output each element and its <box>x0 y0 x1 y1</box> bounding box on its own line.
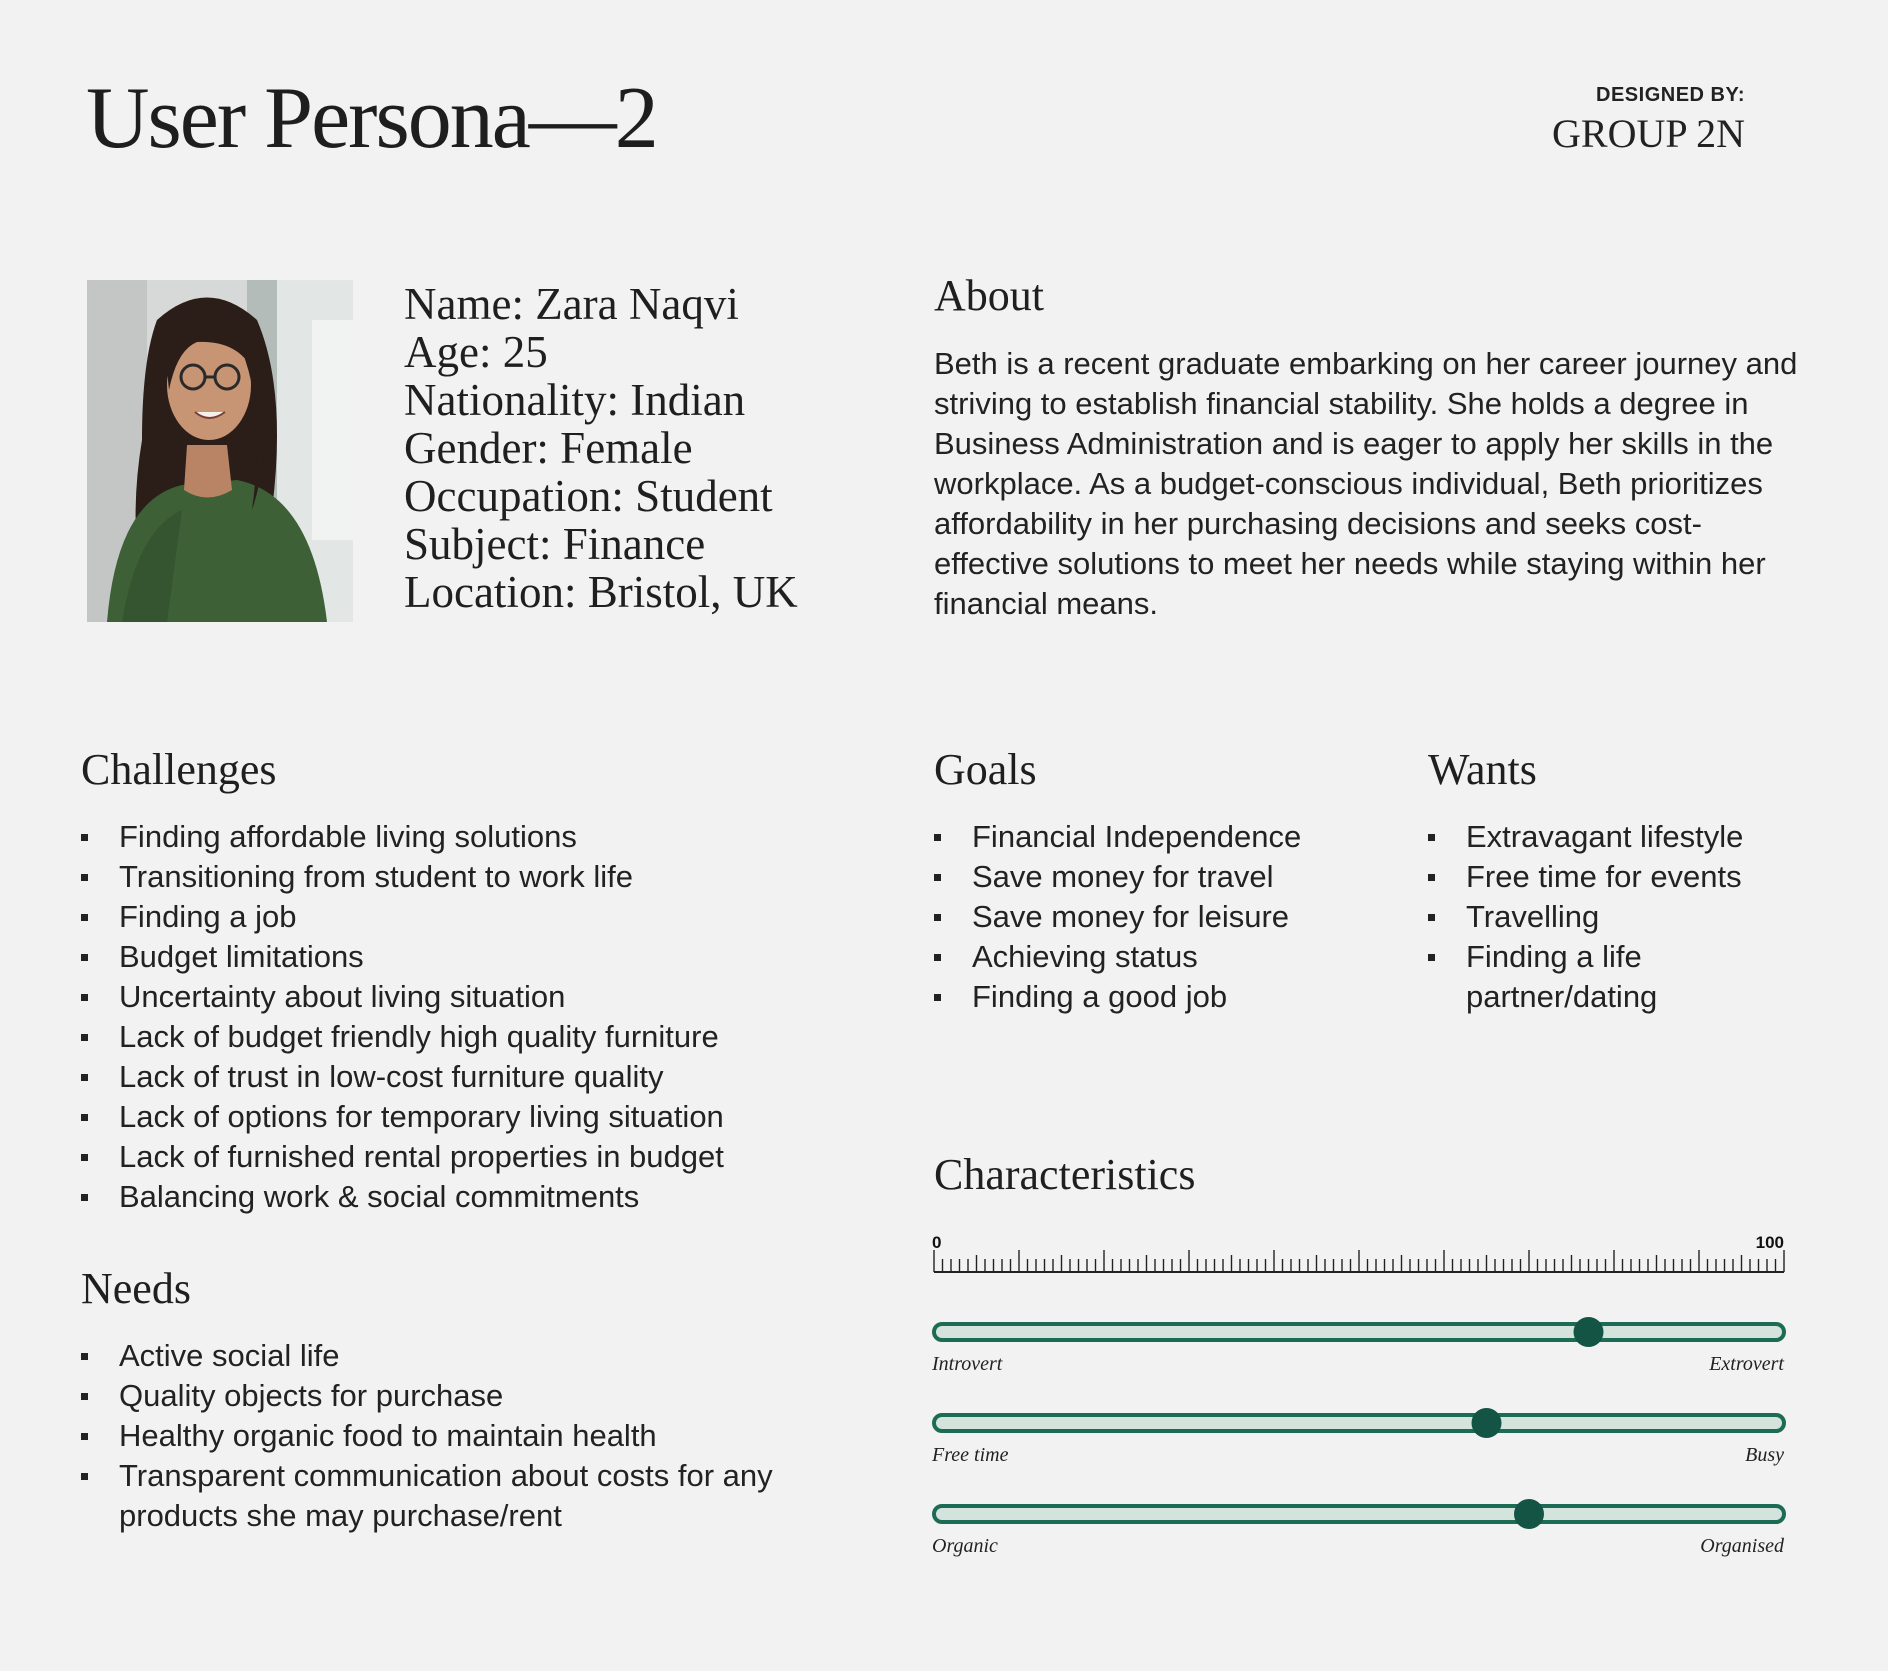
bullet-icon <box>934 874 941 881</box>
list-item-text: Lack of options for temporary living situation <box>119 1099 724 1134</box>
bullet-icon <box>934 954 941 961</box>
list-item <box>934 977 1414 1017</box>
profile-details <box>404 280 798 616</box>
characteristics-svg <box>932 1230 1786 1570</box>
list-item-text: Achieving status <box>972 939 1198 974</box>
list-item <box>934 897 1414 937</box>
list-item <box>1428 857 1828 897</box>
needs-heading: Needs <box>81 1264 191 1313</box>
list-item-text: Transparent communication about costs for any products she may purchase/rent <box>119 1458 773 1533</box>
profile-gender: Gender: Female <box>404 423 693 473</box>
list-item-text: Financial Independence <box>972 819 1302 854</box>
characteristics-chart <box>932 1230 1786 1570</box>
list-item <box>934 857 1414 897</box>
list-item <box>81 937 841 977</box>
bullet-icon <box>1428 834 1435 841</box>
bullet-icon <box>81 834 88 841</box>
bullet-icon <box>81 1034 88 1041</box>
bullet-icon <box>81 1473 88 1480</box>
list-item-text: Extravagant lifestyle <box>1466 819 1744 854</box>
scale-min-label: 0 <box>932 1233 942 1252</box>
challenges-heading: Challenges <box>81 745 277 794</box>
list-item-text: Quality objects for purchase <box>119 1378 504 1413</box>
bullet-icon <box>81 914 88 921</box>
list-item <box>81 1097 841 1137</box>
bullet-icon <box>1428 954 1435 961</box>
list-item-text: Travelling <box>1466 899 1600 934</box>
bullet-icon <box>934 994 941 1001</box>
profile-name: Name: Zara Naqvi <box>404 279 739 329</box>
list-item <box>81 857 841 897</box>
characteristics-heading: Characteristics <box>934 1150 1196 1199</box>
list-item-text: Lack of furnished rental properties in budget <box>119 1139 724 1174</box>
trait-left-label: Free time <box>932 1444 1009 1466</box>
slider-thumb <box>1514 1499 1544 1529</box>
list-item-text: Free time for events <box>1466 859 1742 894</box>
list-item <box>81 977 841 1017</box>
list-item <box>1428 937 1828 1017</box>
list-item <box>934 937 1414 977</box>
list-item <box>81 1177 841 1217</box>
list-item <box>81 1376 801 1416</box>
list-item <box>81 1057 841 1097</box>
needs-list <box>81 1336 801 1536</box>
list-item <box>81 1017 841 1057</box>
slider-track <box>934 1506 1784 1522</box>
list-item-text: Budget limitations <box>119 939 364 974</box>
profile-nationality: Nationality: Indian <box>404 375 746 425</box>
list-item <box>1428 897 1828 937</box>
bullet-icon <box>81 1353 88 1360</box>
list-item <box>81 897 841 937</box>
list-item <box>81 1336 801 1376</box>
bullet-icon <box>1428 914 1435 921</box>
trait-right-label: Extrovert <box>1709 1353 1784 1375</box>
scale-max-label: 100 <box>1755 1233 1784 1252</box>
list-item <box>81 1137 841 1177</box>
bullet-icon <box>1428 874 1435 881</box>
list-item-text: Save money for leisure <box>972 899 1290 934</box>
list-item-text: Balancing work & social commitments <box>119 1179 640 1214</box>
trait-left-label: Organic <box>932 1535 998 1557</box>
trait-right-label: Busy <box>1745 1444 1784 1466</box>
list-item <box>1428 817 1828 857</box>
list-item-text: Save money for travel <box>972 859 1274 894</box>
persona-portrait-image <box>87 280 353 622</box>
list-item-text: Lack of budget friendly high quality furniture <box>119 1019 719 1054</box>
slider-track <box>934 1324 1784 1340</box>
bullet-icon <box>81 874 88 881</box>
wants-list <box>1428 817 1828 1017</box>
bullet-icon <box>81 1114 88 1121</box>
bullet-icon <box>934 834 941 841</box>
goals-heading: Goals <box>934 745 1037 794</box>
bullet-icon <box>81 954 88 961</box>
about-text: Beth is a recent graduate embarking on her career journey and striving to establish financial stability. She holds a degree in Business Administration and is eager to apply her skills in the workplace. As a budget-conscious individual, Beth prioritizes affordability in her purchasing decisions and seeks cost-effective solutions to meet her needs while staying within her financial means. <box>934 346 1798 621</box>
bullet-icon <box>81 1393 88 1400</box>
profile-occupation: Occupation: Student <box>404 471 773 521</box>
slider-thumb <box>1472 1408 1502 1438</box>
list-item-text: Finding a life partner/dating <box>1466 939 1658 1014</box>
slider-track <box>934 1415 1784 1431</box>
designed-by-label: DESIGNED BY: <box>1596 84 1745 106</box>
bullet-icon <box>81 1074 88 1081</box>
bullet-icon <box>81 1433 88 1440</box>
list-item-text: Finding affordable living solutions <box>119 819 577 854</box>
list-item-text: Finding a good job <box>972 979 1228 1014</box>
list-item-text: Healthy organic food to maintain health <box>119 1418 657 1453</box>
list-item-text: Finding a job <box>119 899 297 934</box>
designed-by-value: GROUP 2N <box>1552 111 1745 156</box>
profile-age: Age: 25 <box>404 327 548 377</box>
list-item-text: Uncertainty about living situation <box>119 979 566 1014</box>
list-item <box>81 817 841 857</box>
list-item-text: Lack of trust in low-cost furniture quality <box>119 1059 664 1094</box>
persona-photo <box>87 280 353 622</box>
wants-heading: Wants <box>1428 745 1537 794</box>
profile-location: Location: Bristol, UK <box>404 567 798 617</box>
trait-left-label: Introvert <box>932 1353 1003 1375</box>
bullet-icon <box>934 914 941 921</box>
list-item <box>934 817 1414 857</box>
bullet-icon <box>81 1194 88 1201</box>
about-heading: About <box>934 271 1044 320</box>
trait-right-label: Organised <box>1700 1535 1784 1557</box>
list-item <box>81 1416 801 1456</box>
list-item <box>81 1456 801 1536</box>
slider-thumb <box>1574 1317 1604 1347</box>
page-title: User Persona—2 <box>86 70 657 167</box>
list-item-text: Active social life <box>119 1338 340 1373</box>
bullet-icon <box>81 994 88 1001</box>
list-item-text: Transitioning from student to work life <box>119 859 634 894</box>
profile-subject: Subject: Finance <box>404 519 706 569</box>
goals-list <box>934 817 1414 1017</box>
bullet-icon <box>81 1154 88 1161</box>
challenges-list <box>81 817 841 1217</box>
